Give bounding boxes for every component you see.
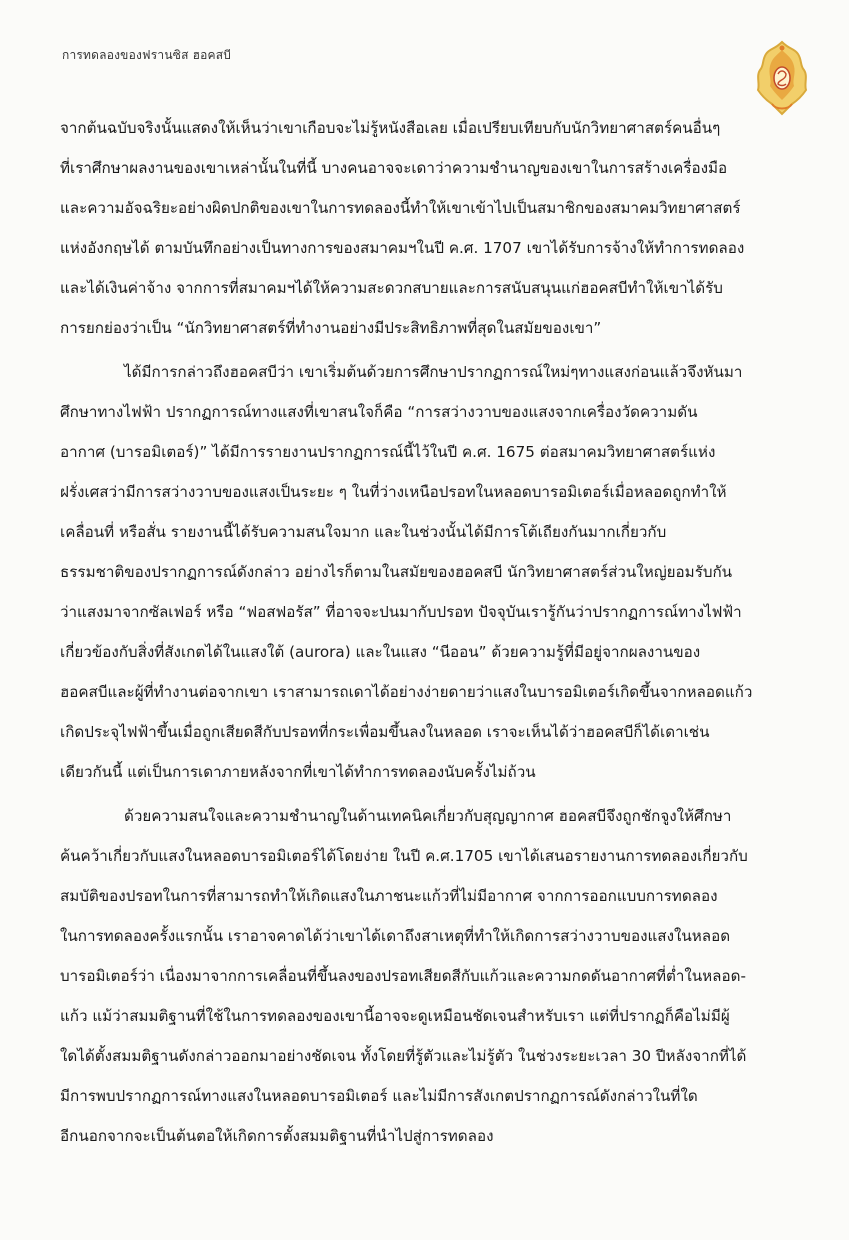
paragraph-line: และได้เงินค่าจ้าง จากการที่สมาคมฯได้ให้ความสะดวกสบายและการสนับสนุนแก่ฮอคสบีทำให้เขาได้รับ — [60, 279, 723, 297]
paragraph-line: ธรรมชาติของปรากฏการณ์ดังกล่าว อย่างไรก็ตามในสมัยของฮอคสบี นักวิทยาศาสตร์ส่วนใหญ่ยอมรับกัน — [60, 563, 733, 581]
paragraph-1 — [60, 108, 805, 348]
paragraph-3 — [60, 796, 805, 1156]
paragraph-line: บารอมิเตอร์ว่า เนื่องมาจากการเคลื่อนที่ขึ้นลงของปรอทเสียดสีกับแก้วและความกดดันอากาศที่ต่ำในหลอด- — [60, 967, 746, 985]
paragraph-line: ฮอคสบีและผู้ที่ทำงานต่อจากเขา เราสามารถเดาได้อย่างง่ายดายว่าแสงในบารอมิเตอร์เกิดขึ้นจากหลอดแก้ว — [60, 683, 753, 701]
paragraph-line: ที่เราศึกษาผลงานของเขาเหล่านั้นในที่นี้ บางคนอาจจะเดาว่าความชำนาญของเขาในการสร้างเครื่องมือ — [60, 159, 728, 177]
paragraph-line: เกิดประจุไฟฟ้าขึ้นเมื่อถูกเสียดสีกับปรอทที่กระเพื่อมขึ้นลงในหลอด เราจะเห็นได้ว่าฮอคสบีก็ได้เดาเช่น — [60, 723, 710, 741]
school-emblem-icon — [752, 40, 812, 116]
paragraph-line: จากต้นฉบับจริงนั้นแสดงให้เห็นว่าเขาเกือบจะไม่รู้หนังสือเลย เมื่อเปรียบเทียบกับนักวิทยาศาสตร์คนอื่นๆ — [60, 119, 721, 137]
paragraph-line: สมบัติของปรอทในการที่สามารถทำให้เกิดแสงในภาชนะแก้วที่ไม่มีอากาศ จากการออกแบบการทดลอง — [60, 887, 718, 905]
paragraph-line: ค้นคว้าเกี่ยวกับแสงในหลอดบารอมิเตอร์ได้โดยง่าย ในปี ค.ศ.1705 เขาได้เสนอรายงานการทดลองเกี่ยวกับ — [60, 847, 748, 865]
paragraph-line: เกี่ยวข้องกับสิ่งที่สังเกตได้ในแสงใต้ (aurora) และในแสง “นีออน” ด้วยความรู้ที่มีอยู่จากผลงานของ — [60, 643, 701, 661]
paragraph-line: อีกนอกจากจะเป็นต้นตอให้เกิดการตั้งสมมติฐานที่นำไปสู่การทดลอง — [60, 1127, 494, 1145]
paragraph-line: อากาศ (บารอมิเตอร์)” ได้มีการรายงานปรากฏการณ์นี้ไว้ในปี ค.ศ. 1675 ต่อสมาคมวิทยาศาสตร์แห่ง — [60, 443, 716, 461]
paragraph-line: ได้มีการกล่าวถึงฮอคสบีว่า เขาเริ่มต้นด้วยการศึกษาปรากฏการณ์ใหม่ๆทางแสงก่อนแล้วจึงหันมา — [124, 363, 743, 381]
paragraph-2 — [60, 352, 805, 792]
paragraph-line: มีการพบปรากฏการณ์ทางแสงในหลอดบารอมิเตอร์ และไม่มีการสังเกตปรากฏการณ์ดังกล่าวในที่ใด — [60, 1087, 698, 1105]
paragraph-line: ฝรั่งเศสว่ามีการสว่างวาบของแสงเป็นระยะ ๆ ในที่ว่างเหนือปรอทในหลอดบารอมิเตอร์เมื่อหลอดถูกทำให้ — [60, 483, 727, 501]
paragraph-line: แห่งอังกฤษได้ ตามบันทึกอย่างเป็นทางการของสมาคมฯในปี ค.ศ. 1707 เขาได้รับการจ้างให้ทำการทดลอง — [60, 239, 745, 257]
paragraph-line: ด้วยความสนใจและความชำนาญในด้านเทคนิคเกี่ยวกับสุญญากาศ ฮอคสบีจึงถูกชักจูงให้ศึกษา — [124, 807, 732, 825]
paragraph-line: เดียวกันนี้ แต่เป็นการเดาภายหลังจากที่เขาได้ทำการทดลองนับครั้งไม่ถ้วน — [60, 763, 536, 781]
paragraph-line: และความอัจฉริยะอย่างผิดปกติของเขาในการทดลองนี้ทำให้เขาเข้าไปเป็นสมาชิกของสมาคมวิทยาศาสตร์ — [60, 199, 741, 217]
paragraph-line: แก้ว แม้ว่าสมมติฐานที่ใช้ในการทดลองของเขานี้อาจจะดูเหมือนชัดเจนสำหรับเรา แต่ที่ปรากฏก็คือไม่มีผู้ — [60, 1007, 730, 1025]
paragraph-line: ในการทดลองครั้งแรกนั้น เราอาจคาดได้ว่าเขาได้เดาถึงสาเหตุที่ทำให้เกิดการสว่างวาบของแสงในหลอด — [60, 927, 731, 945]
paragraph-line: การยกย่องว่าเป็น “นักวิทยาศาสตร์ที่ทำงานอย่างมีประสิทธิภาพที่สุดในสมัยของเขา” — [60, 319, 602, 337]
running-header: การทดลองของฟรานซิส ฮอคสบี — [62, 48, 232, 62]
document-body — [60, 108, 805, 1156]
paragraph-line: ว่าแสงมาจากซัลเฟอร์ หรือ “ฟอสฟอรัส” ที่อาจจะปนมากับปรอท ปัจจุบันเรารู้กันว่าปรากฏการณ์ทางไฟฟ้า — [60, 603, 742, 621]
paragraph-line: ใดได้ตั้งสมมติฐานดังกล่าวออกมาอย่างชัดเจน ทั้งโดยที่รู้ตัวและไม่รู้ตัว ในช่วงระยะเวลา 30 ปีหลังจากที่ได้ — [60, 1047, 747, 1065]
paragraph-line: เคลื่อนที่ หรือสั่น รายงานนี้ได้รับความสนใจมาก และในช่วงนั้นได้มีการโต้เถียงกันมากเกี่ยวกับ — [60, 523, 667, 541]
paragraph-line: ศึกษาทางไฟฟ้า ปรากฏการณ์ทางแสงที่เขาสนใจก็คือ “การสว่างวาบของแสงจากเครื่องวัดความดัน — [60, 403, 698, 421]
